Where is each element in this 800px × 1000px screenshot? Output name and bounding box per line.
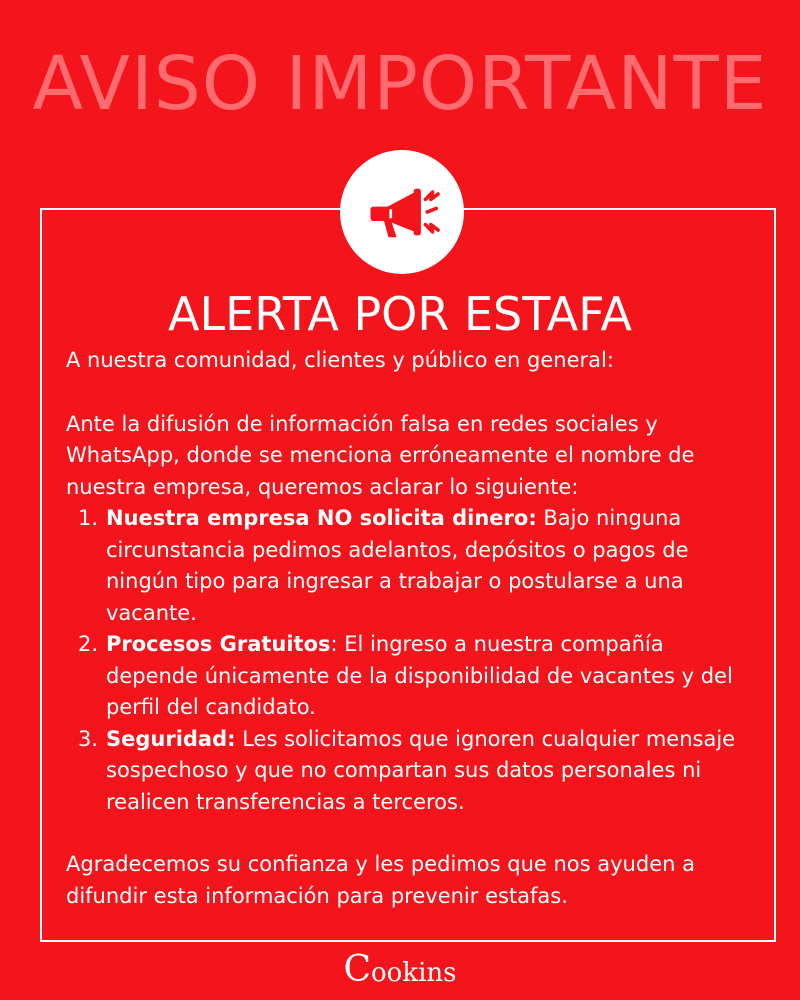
list-number: 1. [78, 506, 99, 530]
megaphone-badge [340, 150, 464, 274]
alert-title: ALERTA POR ESTAFA [168, 287, 632, 341]
list-item-lead: Nuestra empresa NO solicita dinero: [106, 506, 537, 530]
brand-name: ookins [371, 958, 457, 988]
list-item-text: Bajo ninguna circunstancia pedimos adelantos, depósitos o pagos de ningún tipo para ingresar a trabajar o postularse a una vacante. [106, 506, 689, 625]
brand-initial: C [343, 949, 372, 990]
megaphone-icon [357, 167, 447, 257]
list-number: 2. [78, 632, 99, 656]
list-item-lead: Seguridad: [106, 726, 236, 751]
list-item-lead: Procesos Gratuitos [106, 632, 331, 656]
closing-paragraph: Agradecemos su confianza y les pedimos que nos ayuden a difundir esta información para prevenir estafas. [66, 852, 695, 908]
notice-list [66, 503, 756, 818]
list-item [66, 503, 756, 629]
page-title: AVISO IMPORTANTE [32, 41, 768, 127]
list-item [66, 629, 756, 724]
list-item-text: : El ingreso a nuestra compañía depende únicamente de la disponibilidad de vacantes y del perfil del candidato. [106, 632, 733, 719]
greeting: A nuestra comunidad, clientes y público en general: [66, 348, 614, 372]
list-item-text: Les solicitamos que ignoren cualquier mensaje sospechoso y que no compartan sus datos personales ni realicen transferencias a terceros. [106, 726, 736, 814]
brand-logo [0, 949, 800, 991]
notice-body [66, 345, 756, 912]
intro-paragraph: Ante la difusión de información falsa en redes sociales y WhatsApp, donde se menciona erróneamente el nombre de nuestra empresa, queremos aclarar lo siguiente: [66, 411, 695, 499]
list-number: 3. [78, 726, 99, 751]
list-item [66, 724, 756, 819]
